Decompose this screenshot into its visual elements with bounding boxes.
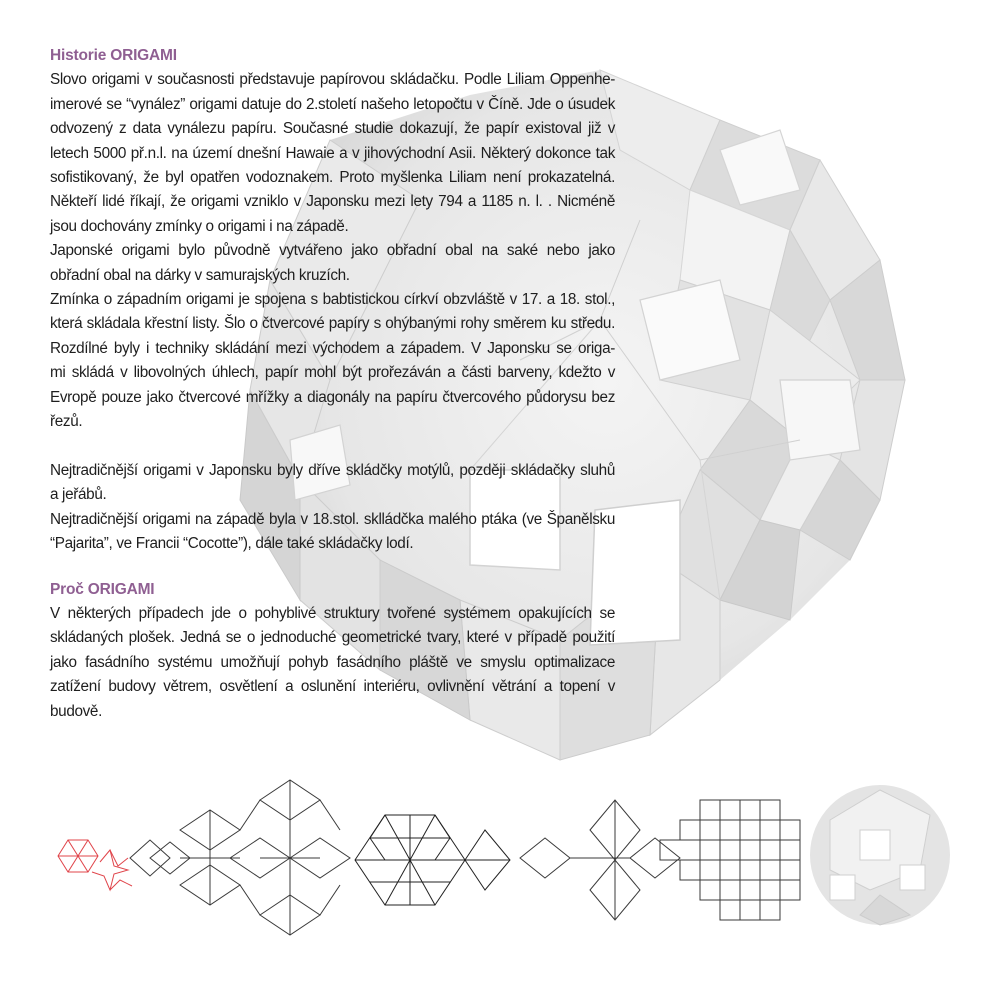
- text-line: Někteří lidé říkají, že origami vzniklo v Japonsku mezi lety 794 a 1185 n. l. . Nicméně: [50, 193, 615, 211]
- text-line: Evropě pouze jako čtvercové mřížky a diagonály na papíru čtvercového půdorysu bez: [50, 388, 615, 406]
- text-line: řezů.: [50, 413, 83, 431]
- text-line: Rozdílné byly i techniky skládání mezi východem a západem. V Japonsku se origa-: [50, 339, 615, 357]
- text-line: obřadní obal na dárky v samurajských kruzích.: [50, 266, 350, 284]
- tradition-paragraph: [50, 459, 615, 557]
- text-line: sofistikovaný, že byl opatřen vodoznakem. Proto myšlenka Liliam není prokazatelná.: [50, 169, 615, 187]
- history-paragraph: [50, 68, 615, 434]
- text-line: která skládala křestní listy. Šlo o čtvercové papíry s ohýbanými rohy směrem ku středu.: [50, 315, 615, 333]
- text-line: zatížení budovy větrem, osvětlení a oslunění interiéru, ovlivnění větrání a topení v: [50, 678, 615, 696]
- small-origami-sphere: [810, 785, 950, 925]
- text-line: Nejtradičnější origami v Japonsku byly dříve skládčky motýlů, později skládačky sluhů: [50, 461, 615, 479]
- red-star-pattern: [58, 840, 132, 890]
- diamond-pattern: [520, 800, 680, 920]
- text-line: odvozený z data vynálezu papíru. Současné studie dokazují, že papír existoval již v: [50, 120, 615, 138]
- text-line: budově.: [50, 702, 102, 720]
- section-spacer: [50, 557, 615, 578]
- text-column: [50, 44, 615, 724]
- section-heading-history: Historie ORIGAMI: [50, 47, 177, 64]
- text-line: mi skládá v libovolných úhlech, papír mohl být prořezáván a části barveny, kdežto v: [50, 364, 615, 382]
- text-line: Slovo origami v současnosti představuje papírovou skládačku. Podle Liliam Oppenhe-: [50, 71, 615, 89]
- text-line: V některých případech jde o pohyblivé struktury tvořené systémem opakujících se: [50, 604, 615, 622]
- text-line: skládaných plošek. Jedná se o jednoduché geometrické tvary, které v případě použití: [50, 629, 615, 647]
- section-heading-why: Proč ORIGAMI: [50, 580, 155, 598]
- star-tessellation-pattern: [130, 780, 350, 935]
- text-line: a jeřábů.: [50, 486, 107, 504]
- text-line: jsou dochovány zmínky o origami i na západě.: [50, 217, 349, 235]
- text-line: Zmínka o západním origami je spojena s babtistickou církví obzvláště v 17. a 18. stol.,: [50, 291, 615, 309]
- text-line: “Pajarita”, ve Francii “Cocotte”), dále také skládačky lodí.: [50, 535, 414, 553]
- square-grid-pattern: [660, 800, 800, 920]
- triangle-mesh-pattern: [355, 815, 510, 905]
- text-line: Nejtradičnější origami na západě byla v 18.stol. sklládčka malého ptáka (ve Španělsku: [50, 510, 615, 528]
- text-line: letech 5000 př.n.l. na území dnešní Hawaie a v jihovýchodní Asii. Některý dokonce tak: [50, 144, 615, 162]
- why-paragraph: [50, 602, 615, 724]
- text-line: jako fasádního systému umožňují pohyb fasádního pláště ve smyslu optimalizace: [50, 653, 615, 671]
- paragraph-spacer: [50, 435, 615, 459]
- crease-pattern-strip: [0, 770, 1000, 1000]
- text-line: imerové se “vynález” origami datuje do 2.století našeho letopočtu v Číně. Jde o úsudek: [50, 95, 615, 113]
- text-line: Japonské origami bylo původně vytvářeno jako obřadní obal na saké nebo jako: [50, 242, 615, 260]
